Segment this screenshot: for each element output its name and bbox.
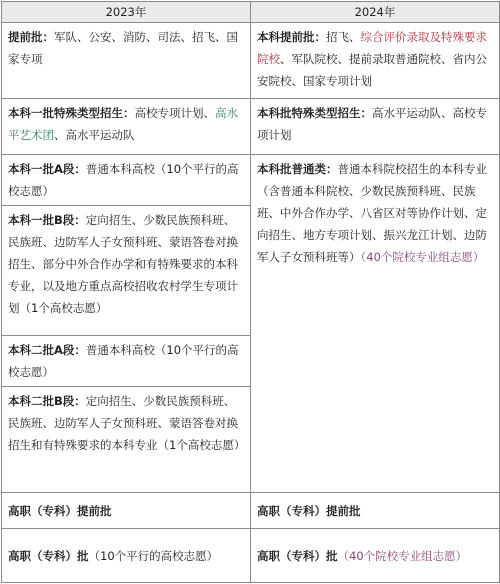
table-row bbox=[2, 23, 500, 99]
cell-bold: 本科二批B段： bbox=[8, 394, 86, 408]
cell-text: 普通本科院校招生的本科专业（含普通本科院校、少数民族预科班、民族班、中外合作办学、八省区对等协作计划、定向招生、地方专项计划、振兴龙江计划、边防军人子女预科班等） bbox=[257, 162, 487, 264]
cell-bold: 高职（专科）批 bbox=[257, 548, 338, 563]
highlight-text: （40个院校专业组志愿） bbox=[360, 250, 485, 264]
cell-text: 普通本科高校（10个平行的高校志愿） bbox=[8, 343, 239, 379]
admission-comparison-table bbox=[1, 1, 500, 583]
cell-bold: 提前批： bbox=[8, 30, 54, 44]
table-row bbox=[2, 529, 500, 583]
cell-bold: 本科一批B段： bbox=[8, 213, 86, 227]
cell-text: （10个平行的高校志愿） bbox=[88, 548, 219, 563]
cell-bold: 本科批特殊类型招生： bbox=[257, 106, 372, 120]
cell-2023-second-batch-a bbox=[2, 336, 251, 387]
cell-text: 招飞、 bbox=[326, 30, 361, 44]
cell-2024-undergrad-early-batch bbox=[251, 23, 500, 99]
cell-2023-first-batch-a bbox=[2, 155, 251, 206]
highlight-text: （40个院校专业组志愿） bbox=[337, 548, 468, 563]
cell-text: 普通本科高校（10个平行的高校志愿） bbox=[8, 162, 239, 198]
cell-bold: 本科批普通类： bbox=[257, 162, 338, 176]
cell-2023-first-batch-b bbox=[2, 206, 251, 336]
cell-bold: 高职（专科）提前批 bbox=[257, 503, 361, 518]
cell-text: 定向招生、少数民族预科班、民族班、边防军人子女预科班、蒙语答卷对换招生、部分中外合作办学和有特殊要求的本科专业，以及地方重点高校招收农村学生专项计划（1个高校志愿） bbox=[8, 213, 238, 315]
header-2023: 2023年 bbox=[2, 2, 251, 23]
cell-2024-undergrad-general bbox=[251, 155, 500, 493]
cell-text: 高水平运动队、高校专项计划 bbox=[257, 106, 487, 142]
cell-2023-early-batch bbox=[2, 23, 251, 99]
cell-text: 军队、公安、消防、司法、招飞、国家专项 bbox=[8, 30, 238, 66]
cell-2024-vocational bbox=[251, 529, 500, 583]
cell-2024-undergrad-special bbox=[251, 99, 500, 155]
cell-2023-first-batch-special bbox=[2, 99, 251, 155]
table-header-row bbox=[2, 2, 500, 23]
cell-text: 、高水平运动队 bbox=[54, 128, 135, 142]
header-2024: 2024年 bbox=[251, 2, 500, 23]
table-row bbox=[2, 155, 500, 206]
cell-bold: 本科一批A段： bbox=[8, 162, 86, 176]
table-row bbox=[2, 99, 500, 155]
cell-bold: 高职（专科）提前批 bbox=[8, 503, 112, 518]
cell-2023-second-batch-b bbox=[2, 387, 251, 493]
cell-text: 定向招生、少数民族预科班、民族班、边防军人子女预科班、蒙语答卷对换招生和有特殊要求的本科专业（1个高校志愿） bbox=[8, 394, 246, 452]
cell-2024-vocational-early bbox=[251, 493, 500, 529]
cell-bold: 本科提前批： bbox=[257, 30, 326, 44]
cell-2023-vocational bbox=[2, 529, 251, 583]
cell-2023-vocational-early bbox=[2, 493, 251, 529]
highlight-text: 高水平艺术团 bbox=[8, 106, 238, 142]
cell-bold: 高职（专科）批 bbox=[8, 548, 89, 563]
cell-text: 高校专项计划、 bbox=[134, 106, 215, 120]
cell-bold: 本科二批A段： bbox=[8, 343, 86, 357]
table-row bbox=[2, 493, 500, 529]
highlight-text: 综合评价录取及特殊要求院校 bbox=[257, 30, 487, 66]
cell-bold: 本科一批特殊类型招生： bbox=[8, 106, 135, 120]
cell-text: 、军队院校、提前录取普通院校、省内公安院校、国家专项计划 bbox=[257, 52, 487, 88]
